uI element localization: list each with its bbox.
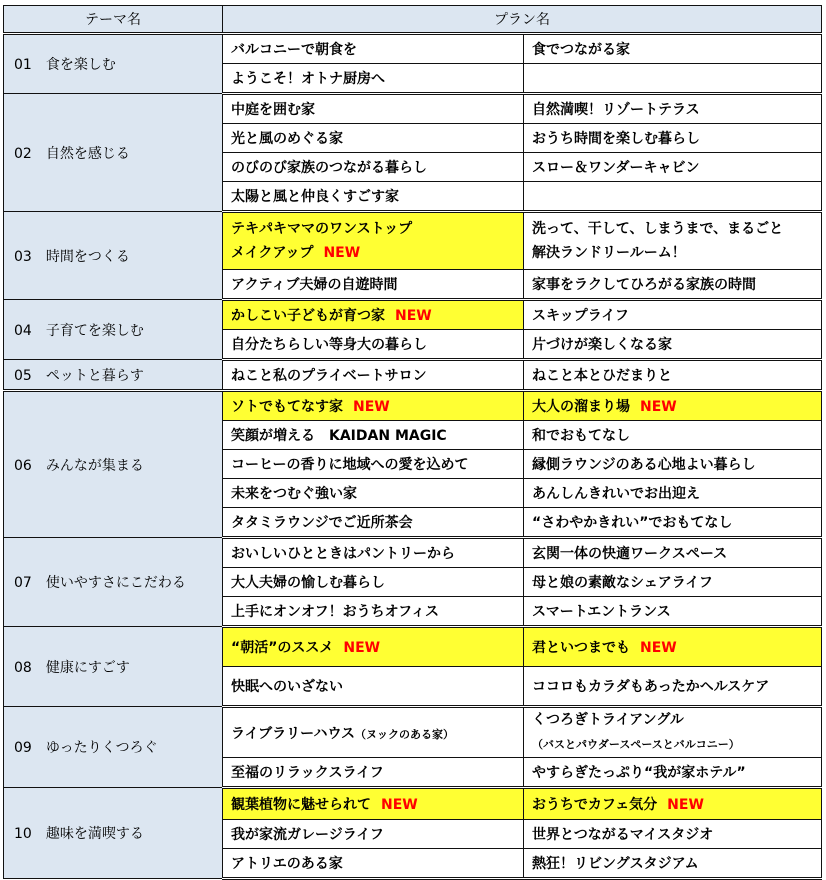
plan-cell — [223, 627, 524, 667]
plan-cell — [223, 270, 524, 300]
plan-cell — [524, 300, 822, 330]
plan-name-text: スマートエントランス — [532, 604, 671, 620]
plan-cell — [524, 360, 822, 391]
plan-name-text: 熱狂！リビングスタジアム — [532, 856, 699, 872]
plan-name-text: 笑顔が増える KAIDAN MAGIC — [231, 428, 447, 444]
theme-column-header: テーマ名 — [4, 6, 223, 34]
plan-name-text: ソトでもてなす家 — [231, 399, 343, 415]
theme-cell: 08 健康にすごす — [4, 627, 223, 707]
table-row — [4, 538, 822, 568]
plan-cell — [524, 508, 822, 538]
theme-cell: 06 みんなが集まる — [4, 391, 223, 538]
plan-table-body — [4, 34, 822, 879]
plan-name-text: メイクアップ — [231, 245, 314, 261]
plan-name-text: 玄関一体の快適ワークスペース — [532, 546, 728, 562]
plan-name-text: バルコニーで朝食を — [231, 42, 357, 58]
plan-cell — [524, 667, 822, 707]
plan-name-text: 太陽と風と仲良くすごす家 — [231, 189, 399, 205]
new-badge: NEW — [343, 640, 381, 656]
plan-name-text: 家事をラクしてひろがる家族の時間 — [532, 277, 756, 293]
plan-cell — [524, 450, 822, 479]
plan-name-text: ライブラリーハウス — [231, 725, 356, 742]
plan-name-text: 自然満喫！リゾートテラス — [532, 102, 700, 118]
plan-cell — [524, 34, 822, 64]
plan-cell — [524, 391, 822, 421]
plan-cell — [223, 212, 524, 270]
plan-name-text: 和でおもてなし — [532, 428, 630, 444]
plan-cell — [524, 627, 822, 667]
plan-cell — [524, 568, 822, 597]
plan-cell — [524, 153, 822, 182]
plan-name-text: かしこい子どもが育つ家 — [231, 308, 385, 324]
plan-cell — [223, 788, 524, 820]
plan-name-line — [532, 241, 813, 265]
plan-cell — [223, 153, 524, 182]
plan-name-text: タタミラウンジでご近所茶会 — [231, 515, 413, 531]
plan-cell — [223, 94, 524, 124]
plan-cell — [524, 597, 822, 627]
plan-cell — [223, 479, 524, 508]
plan-name-text: “朝活”のススメ — [231, 640, 334, 656]
plan-cell — [524, 124, 822, 153]
new-badge: NEW — [323, 245, 361, 261]
plan-name-text: コーヒーの香りに地域への愛を込めて — [231, 457, 469, 473]
plan-name-text: 食でつながる家 — [532, 42, 630, 58]
plan-cell — [524, 820, 822, 849]
table-row — [4, 788, 822, 820]
plan-table-container — [3, 5, 821, 880]
plan-name-text: 世界とつながるマイスタジオ — [532, 827, 714, 843]
plan-cell — [223, 508, 524, 538]
plan-cell — [524, 479, 822, 508]
plan-cell — [223, 34, 524, 64]
plan-name-text: 大人夫婦の愉しむ暮らし — [231, 575, 385, 591]
plan-name-text: ココロもカラダもあったかヘルスケア — [532, 679, 770, 695]
plan-name-text: 光と風のめぐる家 — [231, 131, 343, 147]
plan-name-text: おうち時間を楽しむ暮らし — [532, 131, 700, 147]
plan-name-text: のびのび家族のつながる暮らし — [231, 160, 427, 176]
plan-cell — [524, 270, 822, 300]
table-row — [4, 627, 822, 667]
plan-name-text: やすらぎたっぷり“我が家ホテル” — [532, 765, 746, 781]
plan-name-text: おいしいひとときはパントリーから — [231, 546, 455, 562]
plan-cell — [223, 538, 524, 568]
plan-name-text: 縁側ラウンジのある心地よい暮らし — [532, 457, 756, 473]
table-row — [4, 391, 822, 421]
plan-name-line: テキパキママのワンストップ — [231, 221, 413, 237]
plan-name-text: “さわやかきれい”でおもてなし — [532, 515, 733, 531]
plan-name-text: 中庭を囲む家 — [231, 102, 315, 118]
plan-cell — [524, 64, 822, 94]
plan-name-text: 母と娘の素敵なシェアライフ — [532, 575, 713, 591]
table-row — [4, 34, 822, 64]
new-badge: NEW — [640, 640, 677, 656]
plan-name-text: 自分たちらしい等身大の暮らし — [231, 337, 427, 353]
plan-cell — [524, 212, 822, 270]
plan-cell — [524, 758, 822, 788]
plan-name-text: 上手にオンオフ！おうちオフィス — [231, 604, 440, 620]
plan-name-text: ようこそ！オトナ厨房へ — [231, 71, 385, 87]
plan-cell — [223, 300, 524, 330]
plan-cell — [223, 758, 524, 788]
plan-cell — [223, 450, 524, 479]
plan-cell — [223, 124, 524, 153]
plan-column-header: プラン名 — [223, 6, 822, 34]
plan-name-line — [532, 732, 813, 757]
plan-name-text: ねこと私のプライベートサロン — [231, 368, 427, 384]
header-row — [4, 6, 822, 34]
theme-cell: 10 趣味を満喫する — [4, 788, 223, 879]
table-row — [4, 360, 822, 391]
plan-name-text: スロー＆ワンダーキャビン — [532, 160, 700, 176]
plan-name-text: 片づけが楽しくなる家 — [532, 337, 672, 353]
plan-cell — [223, 568, 524, 597]
new-badge: NEW — [353, 399, 390, 415]
plan-name-text: スキップライフ — [532, 308, 629, 324]
new-badge: NEW — [381, 797, 418, 813]
theme-cell: 05 ペットと暮らす — [4, 360, 223, 391]
plan-name-text: あんしんきれいでお出迎え — [532, 486, 700, 502]
plan-cell — [524, 94, 822, 124]
plan-cell — [223, 391, 524, 421]
plan-name-text: 君といつまでも — [532, 640, 630, 656]
theme-cell: 01 食を楽しむ — [4, 34, 223, 94]
plan-cell — [524, 707, 822, 758]
plan-name-text: 至福のリラックスライフ — [231, 765, 384, 781]
theme-cell: 04 子育てを楽しむ — [4, 300, 223, 360]
plan-cell — [223, 421, 524, 450]
plan-cell — [524, 788, 822, 820]
plan-cell — [524, 330, 822, 360]
plan-cell — [223, 64, 524, 94]
theme-cell: 02 自然を感じる — [4, 94, 223, 212]
plan-name-text: 大人の溜まり場 — [532, 399, 630, 415]
new-badge: NEW — [395, 308, 432, 324]
plan-name-text: 未来をつむぐ強い家 — [231, 486, 357, 502]
plan-table — [3, 5, 822, 880]
table-row — [4, 94, 822, 124]
plan-name-text: アトリエのある家 — [231, 856, 343, 872]
plan-cell — [524, 538, 822, 568]
plan-name-text: 観葉植物に魅せられて — [231, 797, 371, 813]
plan-cell — [524, 849, 822, 879]
plan-name-note: （バスとパウダースペースとバルコニー） — [532, 738, 740, 751]
plan-name-line: くつろぎトライアングル — [532, 712, 684, 728]
plan-name-text: アクティブ夫婦の自遊時間 — [231, 277, 398, 293]
plan-name-text: おうちでカフェ気分 — [532, 797, 658, 813]
plan-name-text: 快眠へのいざない — [231, 679, 343, 695]
plan-name-text: 我が家流ガレージライフ — [231, 827, 384, 843]
plan-cell — [223, 360, 524, 391]
plan-cell — [524, 182, 822, 212]
plan-cell — [223, 182, 524, 212]
theme-cell: 07 使いやすさにこだわる — [4, 538, 223, 627]
plan-name-line — [231, 241, 515, 265]
plan-name-text: ねこと本とひだまりと — [532, 368, 672, 384]
plan-cell — [524, 421, 822, 450]
theme-cell: 09 ゆったりくつろぐ — [4, 707, 223, 788]
table-row — [4, 707, 822, 758]
plan-cell — [223, 597, 524, 627]
plan-name-line: 洗って、干して、しまうまで、まるごと — [532, 221, 784, 237]
theme-cell: 03 時間をつくる — [4, 212, 223, 300]
plan-cell — [223, 820, 524, 849]
plan-cell — [223, 667, 524, 707]
plan-cell — [223, 849, 524, 879]
table-row — [4, 300, 822, 330]
plan-name-note: （ヌックのある家） — [355, 727, 455, 741]
plan-cell — [223, 707, 524, 758]
plan-name-text: 解決ランドリールーム！ — [532, 245, 686, 261]
plan-cell — [223, 330, 524, 360]
new-badge: NEW — [667, 797, 704, 813]
new-badge: NEW — [640, 399, 677, 415]
table-row — [4, 212, 822, 270]
